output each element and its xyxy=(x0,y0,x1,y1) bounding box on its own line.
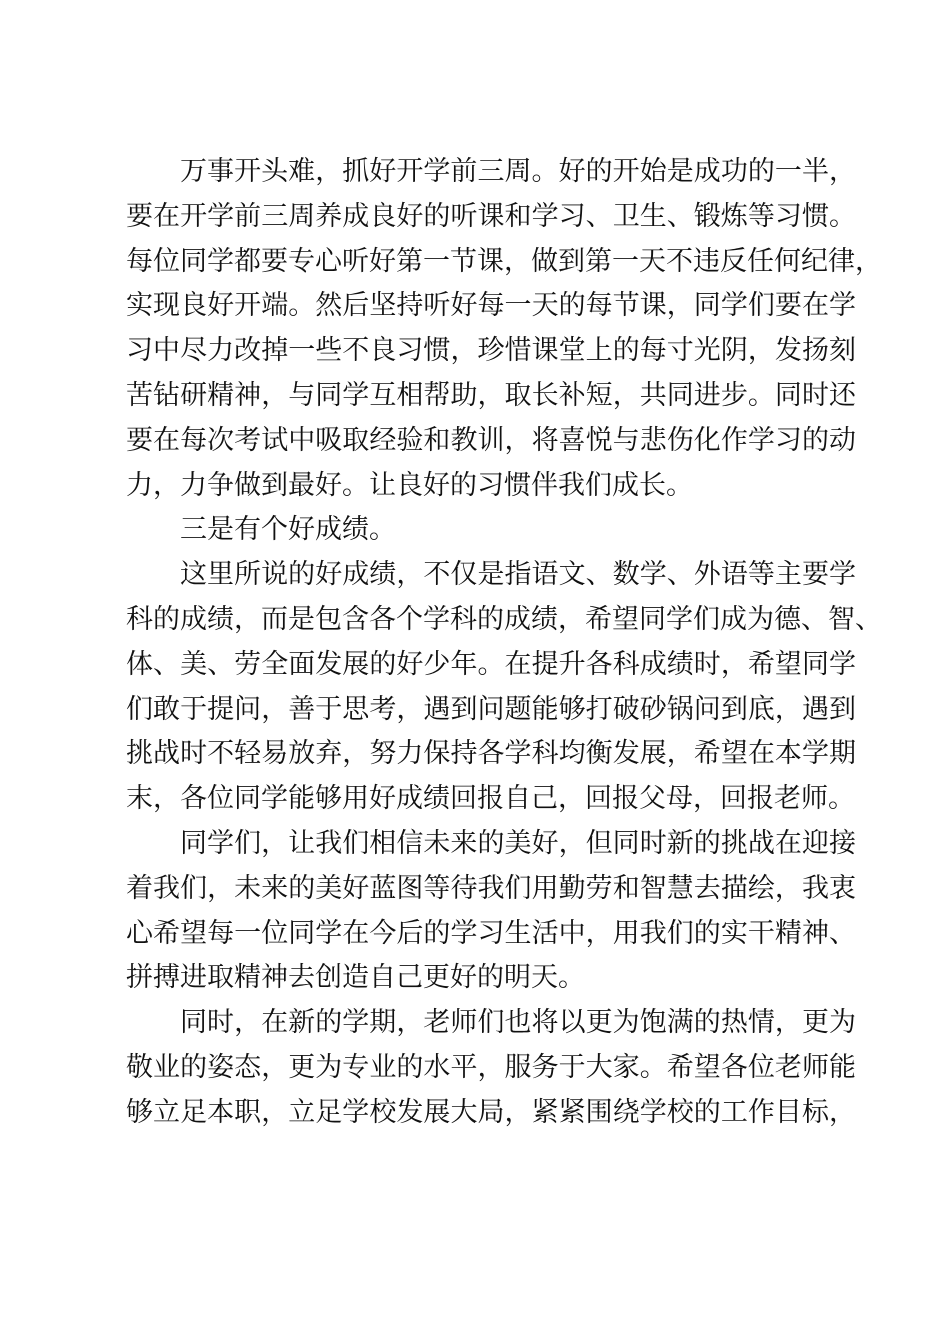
text-line: 要在每次考试中吸取经验和教训，将喜悦与悲伤化作学习的动 xyxy=(126,424,856,456)
text-line: 够立足本职，立足学校发展大局，紧紧围绕学校的工作目标， xyxy=(126,1096,856,1128)
text-line: 万事开头难，抓好开学前三周。好的开始是成功的一半， xyxy=(180,156,856,187)
text-line: 科的成绩，而是包含各个学科的成绩，希望同学们成为德、智、 xyxy=(126,603,882,635)
text-line: 敬业的姿态，更为专业的水平，服务于大家。希望各位老师能 xyxy=(126,1051,856,1083)
text-line: 挑战时不轻易放弃，努力保持各学科均衡发展，希望在本学期 xyxy=(126,738,856,770)
text-line: 要在开学前三周养成良好的听课和学习、卫生、锻炼等习惯。 xyxy=(126,200,856,232)
text-line: 这里所说的好成绩，不仅是指语文、数学、外语等主要学 xyxy=(180,559,856,591)
text-line: 拼搏进取精神去创造自己更好的明天。 xyxy=(126,962,585,994)
text-line: 心希望每一位同学在今后的学习生活中，用我们的实干精神、 xyxy=(126,917,856,949)
text-line: 末，各位同学能够用好成绩回报自己，回报父母，回报老师。 xyxy=(126,783,855,815)
text-line: 着我们，未来的美好蓝图等待我们用勤劳和智慧去描绘，我衷 xyxy=(126,872,856,904)
text-line: 每位同学都要专心听好第一节课，做到第一天不违反任何纪律， xyxy=(126,245,882,277)
text-line: 同时，在新的学期，老师们也将以更为饱满的热情，更为 xyxy=(180,1007,856,1039)
text-line: 体、美、劳全面发展的好少年。在提升各科成绩时，希望同学 xyxy=(126,648,856,680)
text-line: 习中尽力改掉一些不良习惯，珍惜课堂上的每寸光阴，发扬刻 xyxy=(126,335,856,367)
text-line: 三是有个好成绩。 xyxy=(180,514,396,546)
text-line: 力，力争做到最好。让良好的习惯伴我们成长。 xyxy=(126,469,693,501)
text-line: 苦钻研精神，与同学互相帮助，取长补短，共同进步。同时还 xyxy=(126,379,856,411)
text-line: 同学们，让我们相信未来的美好，但同时新的挑战在迎接 xyxy=(180,827,856,859)
text-line: 们敢于提问，善于思考，遇到问题能够打破砂锅问到底，遇到 xyxy=(126,693,856,725)
body-text xyxy=(126,150,882,1136)
text-line: 实现良好开端。然后坚持听好每一天的每节课，同学们要在学 xyxy=(126,290,856,322)
